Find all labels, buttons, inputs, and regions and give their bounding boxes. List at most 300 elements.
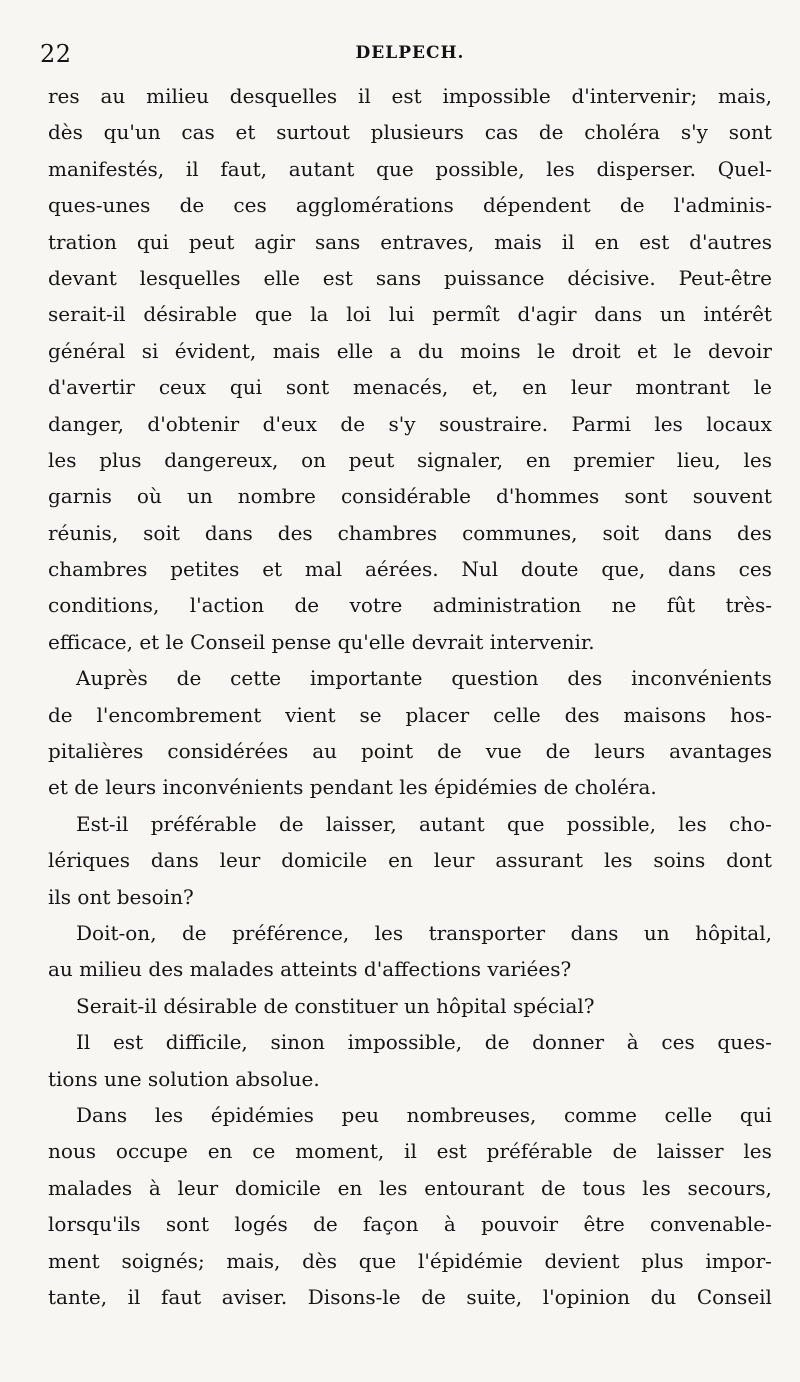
word: leur xyxy=(433,848,475,873)
text-line xyxy=(48,806,772,842)
word: sont xyxy=(285,375,330,400)
word: et xyxy=(637,338,657,363)
word: celle xyxy=(493,702,541,727)
word: permît xyxy=(432,302,500,327)
word: les xyxy=(154,1102,184,1127)
word: de xyxy=(619,193,645,218)
text-line xyxy=(48,1133,772,1169)
word: pouvoir xyxy=(481,1212,559,1237)
word: ques- xyxy=(717,1030,772,1055)
word: question xyxy=(451,666,539,691)
word: de xyxy=(176,666,202,691)
line-text: et de leurs inconvénients pendant les épidémies de choléra. xyxy=(48,775,657,800)
word: un xyxy=(659,302,686,327)
word: Parmi xyxy=(571,411,631,436)
word: leur xyxy=(177,1175,219,1200)
text-line xyxy=(48,1206,772,1242)
word: décisive. xyxy=(567,265,656,290)
word: ces xyxy=(738,557,772,582)
word: petites xyxy=(170,557,240,582)
word: des xyxy=(567,666,603,691)
word: dangereux, xyxy=(164,447,279,472)
word: d'hommes xyxy=(496,484,600,509)
word: que xyxy=(506,811,545,836)
word: importante xyxy=(309,666,423,691)
word: soustraire. xyxy=(438,411,549,436)
word: vient xyxy=(285,702,336,727)
word: d'eux xyxy=(262,411,317,436)
word: vue xyxy=(485,739,522,764)
word: loi xyxy=(346,302,372,327)
word: garnis xyxy=(48,484,112,509)
text-line xyxy=(48,478,772,514)
text-line xyxy=(48,1279,772,1315)
word: et xyxy=(262,557,283,582)
word: de xyxy=(179,193,205,218)
word: l'épidémie xyxy=(417,1248,523,1273)
word: sinon xyxy=(270,1030,325,1055)
word: ques-unes xyxy=(48,193,151,218)
word: dont xyxy=(726,848,772,873)
word: les xyxy=(48,447,77,472)
word: il xyxy=(185,156,199,181)
word: tante, xyxy=(48,1284,108,1309)
word: entourant xyxy=(424,1175,525,1200)
word: des xyxy=(277,520,313,545)
text-line xyxy=(48,915,772,951)
word: à xyxy=(626,1030,639,1055)
word: point xyxy=(361,739,414,764)
word: d'avertir xyxy=(48,375,135,400)
word: devant xyxy=(48,265,117,290)
word: cho- xyxy=(729,811,772,836)
word: soit xyxy=(602,520,640,545)
word: le xyxy=(537,338,556,363)
word: il xyxy=(127,1284,141,1309)
word: peu xyxy=(341,1102,380,1127)
word: est xyxy=(639,229,670,254)
line-text: ils ont besoin? xyxy=(48,884,194,909)
word: faut, xyxy=(220,156,268,181)
text-line xyxy=(48,587,772,623)
word: ceux xyxy=(158,375,207,400)
word: intérêt xyxy=(703,302,772,327)
text-line xyxy=(48,879,772,915)
word: ment xyxy=(48,1248,100,1273)
word: devient xyxy=(544,1248,620,1273)
word: en xyxy=(525,447,551,472)
word: de xyxy=(278,811,304,836)
word: la xyxy=(310,302,329,327)
word: ne xyxy=(611,593,637,618)
word: desquelles xyxy=(229,84,338,108)
word: que xyxy=(358,1248,397,1273)
word: nombreuses, xyxy=(406,1102,537,1127)
word: d'agir xyxy=(517,302,577,327)
word: qui xyxy=(739,1102,772,1127)
word: un xyxy=(186,484,213,509)
word: l'opinion xyxy=(542,1284,631,1309)
word: et, xyxy=(472,375,499,400)
word: d'autres xyxy=(689,229,772,254)
word: où xyxy=(136,484,162,509)
word: cas xyxy=(484,120,519,145)
word: doute xyxy=(520,557,579,582)
word: mais, xyxy=(718,84,772,108)
word: sans xyxy=(314,229,361,254)
text-line xyxy=(48,333,772,369)
word: leur xyxy=(219,848,261,873)
word: l'action xyxy=(189,593,265,618)
word: elle xyxy=(263,265,300,290)
word: s'y xyxy=(388,411,416,436)
word: locaux xyxy=(706,411,772,436)
word: l'adminis- xyxy=(673,193,772,218)
text-line xyxy=(48,988,772,1024)
text-line xyxy=(48,1243,772,1279)
word: Quel- xyxy=(717,156,772,181)
word: lesquelles xyxy=(139,265,241,290)
word: de xyxy=(541,1175,566,1200)
word: soins xyxy=(653,848,706,873)
text-line xyxy=(48,515,772,551)
word: Auprès xyxy=(76,666,148,691)
word: les xyxy=(603,848,633,873)
word: possible, xyxy=(566,811,656,836)
word: agglomérations xyxy=(295,193,454,218)
text-line xyxy=(48,551,772,587)
word: qu'un xyxy=(103,120,161,145)
word: sont xyxy=(165,1212,210,1237)
word: puissance xyxy=(444,265,545,290)
word: administration xyxy=(432,593,582,618)
word: le xyxy=(673,338,692,363)
word: est xyxy=(322,265,353,290)
word: celle xyxy=(664,1102,713,1127)
word: Est-il xyxy=(76,811,129,836)
page-header xyxy=(40,40,760,74)
word: disperser. xyxy=(596,156,696,181)
word: que xyxy=(376,156,414,181)
word: milieu xyxy=(146,84,209,108)
word: du xyxy=(650,1284,677,1309)
text-line xyxy=(48,78,772,114)
word: considérable xyxy=(340,484,471,509)
word: mais xyxy=(494,229,542,254)
word: ce xyxy=(252,1139,276,1164)
word: dans xyxy=(570,920,619,945)
word: plus xyxy=(99,447,142,472)
word: elle xyxy=(336,338,374,363)
word: cette xyxy=(230,666,282,691)
text-line xyxy=(48,733,772,769)
word: on xyxy=(301,447,326,472)
word: les xyxy=(374,920,404,945)
word: mal xyxy=(304,557,343,582)
word: d'intervenir; xyxy=(571,84,698,108)
word: à xyxy=(443,1212,456,1237)
word: lorsqu'ils xyxy=(48,1212,141,1237)
text-line xyxy=(48,187,772,223)
word: souvent xyxy=(692,484,772,509)
word: en xyxy=(207,1139,233,1164)
word: impossible, xyxy=(347,1030,463,1055)
word: Peut-être xyxy=(678,265,772,290)
word: Dans xyxy=(76,1102,128,1127)
word: autant xyxy=(288,156,355,181)
word: au xyxy=(312,739,338,764)
word: manifestés, xyxy=(48,156,165,181)
word: de xyxy=(182,920,207,945)
word: suite, xyxy=(466,1284,523,1309)
word: dans xyxy=(667,557,716,582)
word: donner xyxy=(532,1030,605,1055)
text-line xyxy=(48,224,772,260)
text-line xyxy=(48,951,772,987)
word: possible, xyxy=(435,156,525,181)
word: de xyxy=(48,702,73,727)
word: il xyxy=(561,229,575,254)
word: nombre xyxy=(237,484,316,509)
word: l'encombrement xyxy=(96,702,262,727)
word: les xyxy=(546,156,575,181)
word: laisser, xyxy=(325,811,397,836)
word: est xyxy=(391,84,422,108)
word: plusieurs xyxy=(370,120,464,145)
word: en xyxy=(388,848,413,873)
word: les xyxy=(654,411,683,436)
word: se xyxy=(359,702,382,727)
word: préférable xyxy=(486,1139,593,1164)
word: communes, xyxy=(462,520,578,545)
text-line xyxy=(48,660,772,696)
word: leurs xyxy=(594,739,646,764)
line-text: Serait-il désirable de constituer un hôpital spécial? xyxy=(76,993,595,1018)
line-text: au milieu des malades atteints d'affections variées? xyxy=(48,957,572,982)
word: est xyxy=(112,1030,144,1055)
word: Disons-le xyxy=(307,1284,401,1309)
word: d'obtenir xyxy=(147,411,240,436)
word: transporter xyxy=(428,920,546,945)
word: il xyxy=(404,1139,417,1164)
word: de xyxy=(437,739,462,764)
word: secours, xyxy=(687,1175,772,1200)
word: de xyxy=(612,1139,638,1164)
word: les xyxy=(379,1175,408,1200)
word: être xyxy=(583,1212,625,1237)
word: de xyxy=(538,120,564,145)
running-head: DELPECH. xyxy=(355,43,465,63)
word: général xyxy=(48,338,126,363)
text-line xyxy=(48,842,772,878)
word: res xyxy=(48,84,80,108)
word: ces xyxy=(233,193,267,218)
word: dans xyxy=(594,302,643,327)
word: de xyxy=(484,1030,510,1055)
word: cas xyxy=(181,120,215,145)
word: chambres xyxy=(48,557,148,582)
word: désirable xyxy=(143,302,238,327)
word: lériques xyxy=(48,848,130,873)
word: sont xyxy=(728,120,772,145)
word: choléra xyxy=(584,120,661,145)
word: du xyxy=(417,338,444,363)
word: si xyxy=(141,338,159,363)
word: serait-il xyxy=(48,302,126,327)
word: plus xyxy=(641,1248,684,1273)
word: a xyxy=(389,338,402,363)
word: de xyxy=(313,1212,338,1237)
word: que xyxy=(254,302,293,327)
word: conditions, xyxy=(48,593,160,618)
word: votre xyxy=(349,593,403,618)
text-line xyxy=(48,260,772,296)
word: qui xyxy=(136,229,169,254)
word: soignés; xyxy=(121,1248,205,1273)
text-line xyxy=(48,624,772,660)
word: lui xyxy=(388,302,415,327)
word: peut xyxy=(188,229,235,254)
text-line xyxy=(48,296,772,332)
word: réunis, xyxy=(48,520,119,545)
word: moins xyxy=(460,338,521,363)
word: leur xyxy=(570,375,612,400)
text-line xyxy=(48,406,772,442)
word: les xyxy=(743,1139,772,1164)
word: nous xyxy=(48,1139,97,1164)
word: chambres xyxy=(337,520,438,545)
word: dans xyxy=(664,520,713,545)
word: faut xyxy=(160,1284,202,1309)
word: en xyxy=(337,1175,363,1200)
word: pitalières xyxy=(48,739,144,764)
word: entraves, xyxy=(380,229,475,254)
word: épidémies xyxy=(210,1102,314,1127)
word: dès xyxy=(302,1248,337,1273)
word: inconvénients xyxy=(631,666,772,691)
word: sont xyxy=(624,484,668,509)
word: un xyxy=(643,920,670,945)
word: sans xyxy=(375,265,422,290)
word: impossible xyxy=(442,84,551,108)
word: au xyxy=(100,84,126,108)
word: façon xyxy=(363,1212,419,1237)
word: convenable- xyxy=(650,1212,772,1237)
word: le xyxy=(753,375,772,400)
word: des xyxy=(737,520,772,545)
word: logés xyxy=(234,1212,288,1237)
word: considérées xyxy=(167,739,289,764)
word: maisons xyxy=(623,702,707,727)
word: avantages xyxy=(669,739,772,764)
word: hos- xyxy=(730,702,772,727)
word: évident, xyxy=(174,338,257,363)
word: très- xyxy=(725,593,772,618)
text-line xyxy=(48,769,772,805)
word: montrant xyxy=(635,375,730,400)
word: tous xyxy=(582,1175,626,1200)
word: préférence, xyxy=(232,920,350,945)
word: les xyxy=(678,811,707,836)
text-line xyxy=(48,1097,772,1133)
word: difficile, xyxy=(165,1030,248,1055)
text-line xyxy=(48,151,772,187)
word: tration xyxy=(48,229,117,254)
word: dans xyxy=(150,848,199,873)
word: s'y xyxy=(680,120,708,145)
word: impor- xyxy=(705,1248,772,1273)
word: en xyxy=(594,229,620,254)
word: en xyxy=(522,375,548,400)
text-line xyxy=(48,369,772,405)
word: fût xyxy=(666,593,696,618)
word: droit xyxy=(571,338,621,363)
text-line xyxy=(48,697,772,733)
word: Nul xyxy=(461,557,499,582)
word: premier xyxy=(573,447,655,472)
word: dans xyxy=(204,520,253,545)
word: Conseil xyxy=(696,1284,772,1309)
word: les xyxy=(743,447,772,472)
word: comme xyxy=(563,1102,637,1127)
word: devoir xyxy=(708,338,772,363)
word: mais, xyxy=(226,1248,281,1273)
word: moment, xyxy=(295,1139,385,1164)
word: que, xyxy=(601,557,646,582)
word: hôpital, xyxy=(695,920,772,945)
word: mais xyxy=(272,338,321,363)
word: Doit-on, xyxy=(76,920,157,945)
word: malades xyxy=(48,1175,133,1200)
word: domicile xyxy=(234,1175,321,1200)
word: soit xyxy=(143,520,180,545)
word: domicile xyxy=(281,848,368,873)
word: de xyxy=(340,411,366,436)
word: laisser xyxy=(656,1139,724,1164)
word: des xyxy=(564,702,600,727)
word: de xyxy=(294,593,320,618)
word: peut xyxy=(348,447,395,472)
word: les xyxy=(642,1175,671,1200)
word: Il xyxy=(76,1030,91,1055)
word: menacés, xyxy=(353,375,449,400)
word: de xyxy=(545,739,571,764)
word: assurant xyxy=(495,848,584,873)
word: danger, xyxy=(48,411,124,436)
word: placer xyxy=(405,702,470,727)
line-text: efficace, et le Conseil pense qu'elle devrait intervenir. xyxy=(48,629,595,654)
word: surtout xyxy=(276,120,350,145)
text-line xyxy=(48,1061,772,1097)
text-line xyxy=(48,114,772,150)
word: et xyxy=(235,120,256,145)
text-line xyxy=(48,1170,772,1206)
word: à xyxy=(148,1175,161,1200)
word: dépendent xyxy=(482,193,591,218)
word: occupe xyxy=(115,1139,188,1164)
word: autant xyxy=(419,811,485,836)
word: dès xyxy=(48,120,83,145)
word: lieu, xyxy=(676,447,721,472)
word: aviser. xyxy=(221,1284,288,1309)
word: est xyxy=(436,1139,467,1164)
page-number: 22 xyxy=(40,40,72,68)
text-line xyxy=(48,442,772,478)
text-line xyxy=(48,1024,772,1060)
word: il xyxy=(357,84,371,108)
word: aérées. xyxy=(364,557,439,582)
body-text xyxy=(48,78,772,1315)
